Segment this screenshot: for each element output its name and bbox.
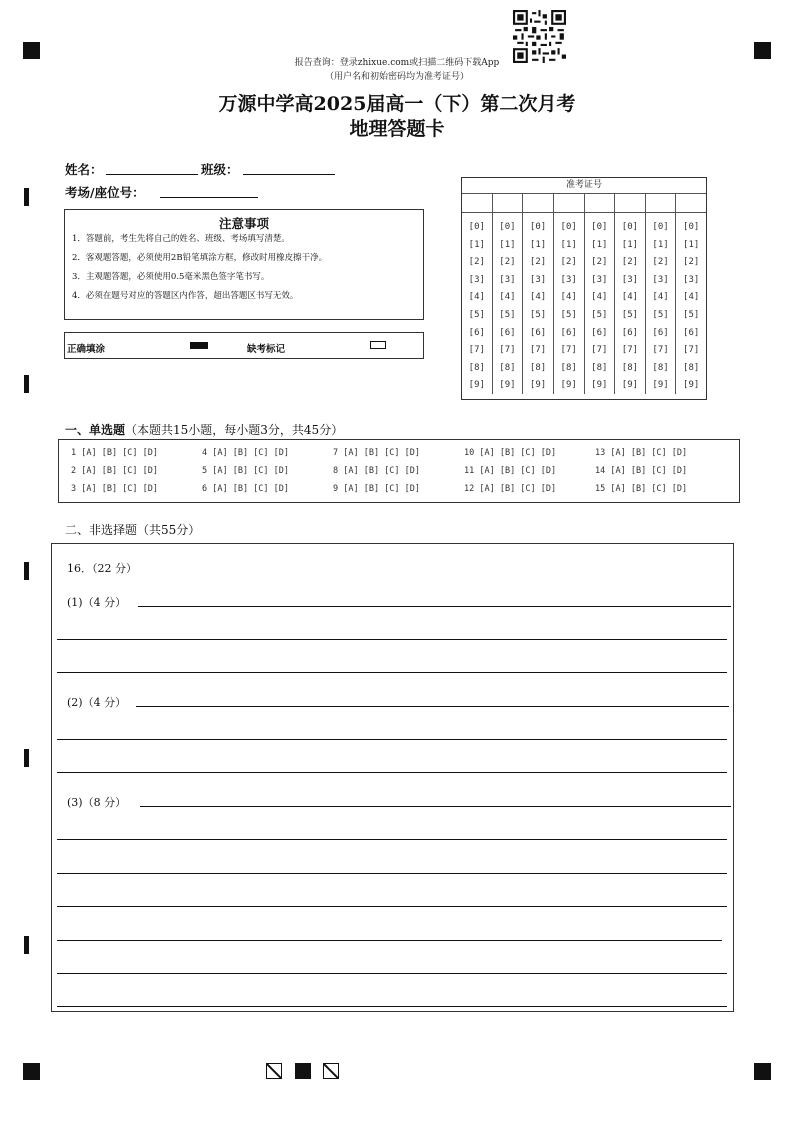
notes-title: 注意事项 — [218, 216, 269, 231]
ticket-digit-bubble[interactable]: [6] — [683, 327, 700, 338]
ticket-digit-bubble[interactable]: [6] — [529, 327, 547, 338]
ticket-digit-column — [493, 213, 524, 394]
answer-line[interactable] — [57, 739, 727, 740]
ticket-digit-bubble[interactable]: [3] — [591, 274, 608, 285]
ticket-digit-bubble[interactable]: [5] — [529, 309, 547, 320]
mc-question-number: 8 — [333, 466, 339, 476]
ticket-digit-bubble[interactable]: [9] — [591, 380, 608, 391]
mc-question-number: 13 — [595, 448, 606, 458]
ticket-digit-bubble[interactable]: [7] — [683, 345, 700, 356]
ticket-number-grid — [461, 177, 707, 400]
ticket-digit-bubble[interactable]: [8] — [683, 362, 700, 373]
ticket-digit-bubble[interactable]: [4] — [468, 292, 485, 303]
ticket-digit-columns — [462, 213, 706, 394]
mc-options[interactable]: [A] [B] [C] [D] — [212, 484, 290, 494]
section2-title: 二、非选择题 — [65, 523, 138, 537]
ticket-digit-bubble[interactable]: [5] — [652, 309, 669, 320]
answer-line[interactable] — [138, 606, 731, 607]
mc-question-8[interactable] — [333, 466, 464, 484]
class-label: 班级： — [201, 162, 239, 177]
ticket-number-write-row — [462, 194, 706, 213]
ticket-write-cell[interactable] — [523, 194, 554, 212]
ticket-digit-bubble[interactable]: [3] — [468, 274, 485, 285]
ticket-digit-bubble[interactable]: [7] — [499, 345, 516, 356]
ticket-write-cell[interactable] — [462, 194, 493, 212]
ticket-digit-bubble[interactable]: [7] — [621, 345, 639, 356]
ticket-digit-bubble[interactable]: [8] — [621, 362, 639, 373]
section2-heading — [65, 521, 200, 538]
answer-line[interactable] — [57, 873, 727, 874]
ticket-digit-bubble[interactable]: [1] — [468, 239, 485, 250]
ticket-digit-bubble[interactable]: [1] — [621, 239, 639, 250]
ticket-digit-bubble[interactable]: [9] — [468, 380, 485, 391]
seat-label: 考场/座位号： — [65, 185, 145, 200]
ticket-digit-bubble[interactable]: [2] — [591, 257, 608, 268]
mc-question-number: 10 — [464, 448, 475, 458]
ticket-digit-bubble[interactable]: [2] — [468, 257, 485, 268]
mc-question-14[interactable] — [595, 466, 726, 484]
name-label: 姓名： — [65, 162, 103, 177]
ticket-digit-bubble[interactable]: [1] — [560, 239, 577, 250]
ticket-digit-bubble[interactable]: [8] — [529, 362, 547, 373]
part-3-label: (3)（8 分） — [67, 796, 127, 809]
ticket-digit-bubble[interactable]: [5] — [499, 309, 516, 320]
ticket-digit-bubble[interactable]: [9] — [560, 380, 577, 391]
section1-heading — [65, 421, 343, 438]
ticket-digit-bubble[interactable]: [7] — [652, 345, 669, 356]
ticket-digit-bubble[interactable]: [7] — [560, 345, 577, 356]
mc-question-number: 1 — [71, 448, 77, 458]
ticket-digit-bubble[interactable]: [3] — [683, 274, 700, 285]
absent-mark-label: 缺考标记 — [247, 344, 286, 355]
ticket-digit-bubble[interactable]: [1] — [529, 239, 547, 250]
ticket-digit-bubble[interactable]: [6] — [499, 327, 516, 338]
ticket-digit-bubble[interactable]: [2] — [560, 257, 577, 268]
section2-note: （共55分） — [137, 523, 201, 537]
ticket-number-title: 准考证号 — [462, 178, 706, 194]
ticket-digit-bubble[interactable]: [4] — [683, 292, 700, 303]
ticket-digit-bubble[interactable]: [8] — [652, 362, 669, 373]
answer-line[interactable] — [140, 806, 731, 807]
mc-options[interactable]: [A] [B] [C] [D] — [479, 484, 557, 494]
mc-options[interactable]: [A] [B] [C] [D] — [212, 448, 290, 458]
mc-options[interactable]: [A] [B] [C] [D] — [610, 448, 688, 458]
ticket-digit-bubble[interactable]: [2] — [683, 257, 700, 268]
ticket-digit-bubble[interactable]: [0] — [560, 222, 577, 232]
ticket-digit-bubble[interactable]: [7] — [468, 345, 485, 356]
mc-question-number: 5 — [202, 466, 208, 476]
ticket-digit-column — [676, 213, 706, 394]
report-query-line: 报告查询：登录zhixue.com或扫描二维码下载App — [294, 58, 500, 68]
ticket-digit-bubble[interactable]: [0] — [468, 222, 485, 232]
mc-question-number: 4 — [202, 448, 208, 458]
ticket-digit-bubble[interactable]: [3] — [652, 274, 669, 285]
mc-options[interactable]: [A] [B] [C] [D] — [81, 466, 159, 476]
credential-hint-line: （用户名和初始密码均为准考证号） — [324, 72, 469, 82]
mc-question-6[interactable] — [202, 484, 333, 502]
part-1-label: (1)（4 分） — [67, 596, 127, 609]
timing-mark — [24, 188, 29, 206]
section1-note: （本题共15小题，每小题3分，共45分） — [125, 423, 344, 437]
ticket-digit-bubble[interactable]: [9] — [499, 380, 516, 391]
ticket-digit-bubble[interactable]: [8] — [468, 362, 485, 373]
mc-question-number: 14 — [595, 466, 606, 476]
ticket-digit-bubble[interactable]: [9] — [529, 380, 547, 391]
ticket-digit-bubble[interactable]: [8] — [591, 362, 608, 373]
ticket-digit-bubble[interactable]: [6] — [621, 327, 639, 338]
mc-question-11[interactable] — [464, 466, 595, 484]
ticket-digit-bubble[interactable]: [8] — [499, 362, 516, 373]
mc-options[interactable]: [A] [B] [C] [D] — [81, 484, 159, 494]
ticket-digit-bubble[interactable]: [9] — [683, 380, 700, 391]
note-item: 2．客观题答题，必须使用2B铅笔填涂方框，修改时用橡皮擦干净。 — [72, 253, 328, 263]
ticket-digit-bubble[interactable]: [6] — [468, 327, 485, 338]
mc-options[interactable]: [A] [B] [C] [D] — [343, 448, 421, 458]
question-16-label: 16．（22 分） — [67, 562, 137, 575]
mc-question-number: 2 — [71, 466, 77, 476]
ticket-digit-bubble[interactable]: [4] — [499, 292, 516, 303]
ticket-digit-column — [585, 213, 616, 394]
answer-line[interactable] — [57, 639, 727, 640]
ticket-digit-column — [523, 213, 554, 394]
ticket-digit-bubble[interactable]: [0] — [591, 222, 608, 232]
answer-line[interactable] — [57, 772, 727, 773]
notes-box — [64, 209, 424, 320]
mc-options[interactable]: [A] [B] [C] [D] — [610, 484, 688, 494]
section1-title: 一、单选题 — [65, 423, 126, 437]
ticket-digit-bubble[interactable]: [4] — [652, 292, 669, 303]
correct-fill-label: 正确填涂 — [67, 344, 106, 355]
mc-question-number: 6 — [202, 484, 208, 494]
ticket-digit-bubble[interactable]: [4] — [591, 292, 608, 303]
ticket-digit-bubble[interactable]: [6] — [652, 327, 669, 338]
ticket-digit-bubble[interactable]: [0] — [683, 222, 700, 232]
ticket-digit-bubble[interactable]: [5] — [683, 309, 700, 320]
sheet-title: 地理答题卡 — [349, 118, 445, 140]
ticket-digit-bubble[interactable]: [3] — [560, 274, 577, 285]
ticket-digit-bubble[interactable]: [5] — [560, 309, 577, 320]
ticket-digit-bubble[interactable]: [5] — [621, 309, 639, 320]
mc-question-number: 9 — [333, 484, 339, 494]
ticket-digit-column — [646, 213, 677, 394]
ticket-digit-bubble[interactable]: [7] — [529, 345, 547, 356]
mc-question-1[interactable] — [71, 448, 202, 466]
ticket-write-cell[interactable] — [585, 194, 616, 212]
note-item: 4．必须在题号对应的答题区内作答，超出答题区书写无效。 — [72, 291, 299, 301]
page-marker-box-icon — [266, 1063, 282, 1079]
page-marker-filled-icon — [295, 1063, 311, 1079]
ticket-digit-bubble[interactable]: [1] — [683, 239, 700, 250]
ticket-write-cell[interactable] — [646, 194, 677, 212]
seat-field[interactable] — [160, 197, 258, 198]
ticket-digit-bubble[interactable]: [0] — [621, 222, 639, 232]
ticket-digit-column — [615, 213, 646, 394]
mc-question-7[interactable] — [333, 448, 464, 466]
answer-line[interactable] — [57, 940, 722, 941]
exam-title: 万源中学高2025届高一（下）第二次月考 — [218, 93, 576, 115]
ticket-digit-bubble[interactable]: [4] — [529, 292, 547, 303]
ticket-digit-column — [462, 213, 493, 394]
ticket-write-cell[interactable] — [676, 194, 706, 212]
mc-question-13[interactable] — [595, 448, 726, 466]
ticket-digit-bubble[interactable]: [2] — [652, 257, 669, 268]
free-response-box — [51, 543, 734, 1012]
mc-question-2[interactable] — [71, 466, 202, 484]
page-marker-box-icon — [323, 1063, 339, 1079]
answer-line[interactable] — [57, 1006, 727, 1007]
mc-question-3[interactable] — [71, 484, 202, 502]
timing-mark — [24, 936, 29, 954]
ticket-digit-bubble[interactable]: [1] — [499, 239, 516, 250]
mc-options[interactable]: [A] [B] [C] [D] — [81, 448, 159, 458]
answer-line[interactable] — [136, 706, 729, 707]
registration-mark-bottom-left — [23, 1063, 40, 1080]
mc-question-number: 3 — [71, 484, 77, 494]
mc-answer-grid — [59, 440, 739, 502]
ticket-digit-bubble[interactable]: [9] — [652, 380, 669, 391]
ticket-digit-bubble[interactable]: [4] — [560, 292, 577, 303]
answer-line[interactable] — [57, 839, 727, 840]
ticket-digit-bubble[interactable]: [2] — [529, 257, 547, 268]
mc-question-number: 11 — [464, 466, 475, 476]
ticket-digit-bubble[interactable]: [5] — [468, 309, 485, 320]
ticket-digit-column — [554, 213, 585, 394]
mc-options[interactable]: [A] [B] [C] [D] — [212, 466, 290, 476]
ticket-digit-bubble[interactable]: [1] — [652, 239, 669, 250]
ticket-digit-bubble[interactable]: [8] — [560, 362, 577, 373]
ticket-digit-bubble[interactable]: [0] — [652, 222, 669, 232]
note-item: 1．答题前，考生先将自己的姓名、班级、考场填写清楚。 — [72, 234, 290, 244]
fill-legend-box — [64, 332, 424, 359]
ticket-write-cell[interactable] — [554, 194, 585, 212]
timing-mark — [24, 562, 29, 580]
class-field[interactable] — [243, 174, 335, 175]
ticket-digit-bubble[interactable]: [2] — [499, 257, 516, 268]
ticket-digit-bubble[interactable]: [0] — [499, 222, 516, 232]
ticket-digit-bubble[interactable]: [5] — [591, 309, 608, 320]
ticket-digit-bubble[interactable]: [4] — [621, 292, 639, 303]
mc-options[interactable]: [A] [B] [C] [D] — [343, 484, 421, 494]
ticket-digit-bubble[interactable]: [7] — [591, 345, 608, 356]
mc-options[interactable]: [A] [B] [C] [D] — [479, 466, 557, 476]
part-2-label: (2)（4 分） — [67, 696, 127, 709]
mc-question-9[interactable] — [333, 484, 464, 502]
mc-question-number: 12 — [464, 484, 475, 494]
registration-mark-bottom-right — [754, 1063, 771, 1080]
absent-mark-checkbox[interactable] — [370, 341, 386, 349]
timing-mark — [24, 375, 29, 393]
ticket-digit-bubble[interactable]: [9] — [621, 380, 639, 391]
mc-options[interactable]: [A] [B] [C] [D] — [343, 466, 421, 476]
ticket-digit-bubble[interactable]: [2] — [621, 257, 639, 268]
mc-question-10[interactable] — [464, 448, 595, 466]
mc-question-12[interactable] — [464, 484, 595, 502]
answer-line[interactable] — [57, 672, 727, 673]
mc-question-number: 15 — [595, 484, 606, 494]
ticket-digit-bubble[interactable]: [6] — [560, 327, 577, 338]
answer-line[interactable] — [57, 973, 727, 974]
mc-question-4[interactable] — [202, 448, 333, 466]
ticket-digit-bubble[interactable]: [6] — [591, 327, 608, 338]
name-field[interactable] — [106, 174, 198, 175]
ticket-write-cell[interactable] — [493, 194, 524, 212]
mc-question-number: 7 — [333, 448, 339, 458]
mc-options[interactable]: [A] [B] [C] [D] — [479, 448, 557, 458]
correct-fill-sample — [190, 342, 208, 349]
ticket-write-cell[interactable] — [615, 194, 646, 212]
note-item: 3．主观题答题，必须使用0.5毫米黑色签字笔书写。 — [72, 272, 270, 282]
mc-options[interactable]: [A] [B] [C] [D] — [610, 466, 688, 476]
ticket-digit-bubble[interactable]: [0] — [529, 222, 547, 232]
mc-question-15[interactable] — [595, 484, 726, 502]
ticket-digit-bubble[interactable]: [3] — [499, 274, 516, 285]
ticket-digit-bubble[interactable]: [3] — [529, 274, 547, 285]
mc-answer-box — [58, 439, 740, 503]
mc-question-5[interactable] — [202, 466, 333, 484]
ticket-digit-bubble[interactable]: [3] — [621, 274, 639, 285]
answer-line[interactable] — [57, 906, 727, 907]
ticket-digit-bubble[interactable]: [1] — [591, 239, 608, 250]
timing-mark — [24, 749, 29, 767]
